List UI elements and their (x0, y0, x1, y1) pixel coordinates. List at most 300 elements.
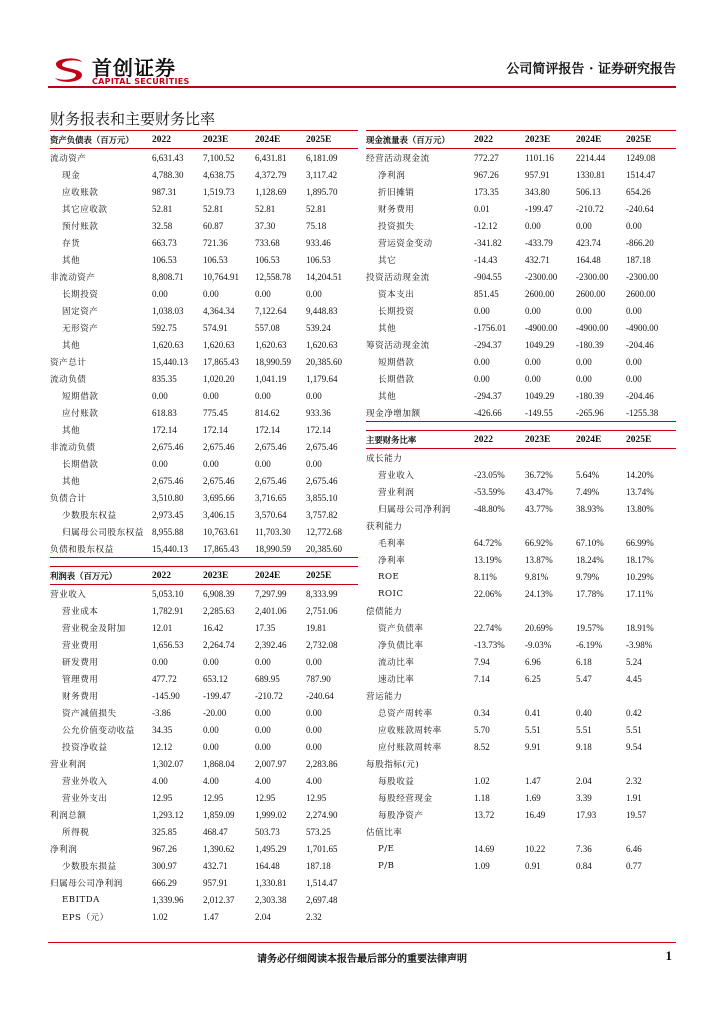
table-row (50, 755, 358, 772)
cell-value: 7.14 (474, 673, 490, 684)
cell-value: 106.53 (255, 254, 280, 265)
table-row (50, 302, 358, 319)
cell-value: 0.00 (525, 373, 541, 384)
row-label: 预付账款 (62, 221, 99, 232)
cell-value (474, 823, 525, 840)
cell-value: 9.81% (525, 571, 549, 582)
row-label: 非流动负债 (50, 442, 96, 453)
cell-value: 574.91 (203, 322, 228, 333)
cell-value: 967.26 (152, 843, 177, 854)
cell-value: 172.14 (152, 424, 177, 435)
cell-value: -149.55 (525, 407, 553, 418)
table-row (50, 721, 358, 738)
cell-value: 52.81 (306, 203, 327, 214)
cell-value: 3,406.15 (203, 509, 235, 520)
capital-securities-logo-icon (52, 56, 86, 84)
cell-value: 1,782.91 (152, 605, 184, 616)
cell-value (474, 687, 525, 704)
cell-value: 1,330.81 (255, 877, 287, 888)
row-label: 营运资金变动 (378, 238, 433, 249)
table-row (50, 472, 358, 489)
row-label: 长期投资 (62, 289, 99, 300)
cell-value: 2,007.97 (255, 758, 287, 769)
cell-value: 2,675.46 (152, 475, 184, 486)
cell-value: 13.72 (474, 809, 495, 820)
cell-value: 775.45 (203, 407, 228, 418)
cell-value: 2.04 (255, 911, 271, 922)
cell-value (525, 755, 576, 772)
cell-value: 4,364.34 (203, 305, 235, 316)
table-row (50, 619, 358, 636)
cell-value: 0.00 (306, 656, 322, 667)
cell-value: 52.81 (255, 203, 276, 214)
year-header: 2025E (306, 131, 358, 149)
row-label: 少数股东权益 (62, 510, 117, 521)
cell-value: 0.00 (255, 741, 271, 752)
cell-value: -199.47 (203, 690, 231, 701)
left-column (50, 130, 358, 925)
table-row (366, 534, 676, 551)
table-row (366, 687, 676, 704)
table-row (366, 755, 676, 772)
cell-value (576, 602, 626, 619)
cell-value: 12.12 (152, 741, 173, 752)
cell-value: 5.51 (626, 724, 642, 735)
cell-value: 423.74 (576, 237, 601, 248)
cell-value: 1514.47 (626, 169, 656, 180)
table-row (50, 455, 358, 472)
cell-value: 187.18 (626, 254, 651, 265)
row-label: 所得税 (62, 827, 90, 838)
ratios-title: 主要财务比率 (366, 431, 474, 449)
cell-value: 0.40 (576, 707, 592, 718)
table-row (50, 908, 358, 925)
cell-value (576, 823, 626, 840)
cell-value: 8.52 (474, 741, 490, 752)
row-label: ROIC (378, 588, 404, 599)
cell-value: 814.62 (255, 407, 280, 418)
row-label: 其他 (62, 340, 81, 351)
row-label: 负债合计 (50, 493, 87, 504)
cell-value: 503.73 (255, 826, 280, 837)
cell-value (626, 602, 676, 619)
row-label: 营业收入 (50, 589, 87, 600)
cell-value: 172.14 (306, 424, 331, 435)
cell-value: 1.91 (626, 792, 642, 803)
row-label: 少数股东损益 (62, 861, 117, 872)
cell-value: 1,868.04 (203, 758, 235, 769)
cell-value: 4,788.30 (152, 169, 184, 180)
cell-value: 957.91 (525, 169, 550, 180)
row-label: 净利润 (50, 844, 78, 855)
section-title: 财务报表和主要财务比率 (50, 110, 216, 128)
cell-value (626, 755, 676, 772)
cell-value: 1,339.96 (152, 894, 184, 905)
table-row (50, 285, 358, 302)
cell-value: 432.71 (203, 860, 228, 871)
cell-value: -866.20 (626, 237, 654, 248)
cell-value: 0.00 (576, 305, 592, 316)
cell-value: 9.54 (626, 741, 642, 752)
cell-value: 1249.08 (626, 152, 656, 163)
cell-value: -53.59% (474, 486, 505, 497)
cell-value: 1,620.63 (152, 339, 184, 350)
balance-title: 资产负债表（百万元） (50, 131, 152, 149)
table-row (50, 183, 358, 200)
table-row (50, 789, 358, 806)
cell-value: 3,757.82 (306, 509, 338, 520)
table-row (50, 251, 358, 268)
cell-value: 1049.29 (525, 339, 555, 350)
cell-value (626, 823, 676, 840)
cell-value: 4,372.79 (255, 169, 287, 180)
cell-value: 0.00 (576, 373, 592, 384)
table-row (366, 449, 676, 467)
row-label: 营业外收入 (62, 776, 108, 787)
cell-value: -145.90 (152, 690, 180, 701)
cell-value: 0.00 (203, 458, 219, 469)
table-row (50, 370, 358, 387)
row-label: 现金 (62, 170, 81, 181)
table-row (50, 840, 358, 857)
cell-value: 17.35 (255, 622, 276, 633)
row-label: 负债和股东权益 (50, 544, 114, 555)
cell-value: 772.27 (474, 152, 499, 163)
cell-value: 0.00 (203, 390, 219, 401)
ratios-header-row (366, 431, 676, 449)
cell-value: -294.37 (474, 390, 502, 401)
cell-value: 4.00 (203, 775, 219, 786)
cell-value: 75.18 (306, 220, 327, 231)
row-label: 经营活动现金流 (366, 153, 430, 164)
cell-value: 468.47 (203, 826, 228, 837)
table-row (50, 687, 358, 704)
cell-value: 2,285.63 (203, 605, 235, 616)
cell-value: 6.46 (626, 843, 642, 854)
cell-value: 1,302.07 (152, 758, 184, 769)
cell-value: 52.81 (203, 203, 224, 214)
cell-value: 2600.00 (525, 288, 555, 299)
cell-value: 2,732.08 (306, 639, 338, 650)
cell-value: 20.69% (525, 622, 553, 633)
cell-value: 2,283.86 (306, 758, 338, 769)
cell-value: 0.00 (152, 656, 168, 667)
cell-value: 5,053.10 (152, 588, 184, 599)
row-label: 净利率 (378, 555, 406, 566)
cell-value: 0.00 (152, 458, 168, 469)
balance-sheet-table (50, 130, 358, 558)
year-header: 2022 (152, 131, 203, 149)
cell-value (626, 687, 676, 704)
cell-value: 12.95 (306, 792, 327, 803)
cell-value: 1.09 (474, 860, 490, 871)
cell-value: 9.79% (576, 571, 600, 582)
cell-value: 1.02 (152, 911, 168, 922)
table-row (50, 806, 358, 823)
table-row (50, 166, 358, 183)
cell-value: 67.10% (576, 537, 604, 548)
cell-value: 19.57% (576, 622, 604, 633)
financial-ratios-table (366, 430, 676, 874)
table-row (366, 517, 676, 534)
table-row (50, 738, 358, 755)
row-label: 归属母公司净利润 (378, 504, 451, 515)
row-label: 每股经营现金 (378, 793, 433, 804)
row-label: 营业利润 (378, 487, 415, 498)
cell-value: 1330.81 (576, 169, 606, 180)
cell-value: 14,204.51 (306, 271, 342, 282)
row-label: 每股指标(元) (366, 759, 420, 770)
cell-value: -9.03% (525, 639, 552, 650)
cell-value: -240.64 (626, 203, 654, 214)
cell-value: 1.69 (525, 792, 541, 803)
cell-value: 0.00 (306, 741, 322, 752)
table-row (50, 489, 358, 506)
cell-value: 0.00 (255, 707, 271, 718)
row-label: 其它 (378, 255, 397, 266)
cell-value: 1,390.62 (203, 843, 235, 854)
table-row (50, 891, 358, 908)
row-label: 投资损失 (378, 221, 415, 232)
table-row (366, 636, 676, 653)
cell-value: 8,333.99 (306, 588, 338, 599)
cell-value: 9,448.83 (306, 305, 338, 316)
row-label: 财务费用 (378, 204, 415, 215)
table-row (366, 319, 676, 336)
cell-value: 618.83 (152, 407, 177, 418)
table-row (50, 404, 358, 421)
row-label: 营业成本 (62, 606, 99, 617)
cell-value: 4,638.75 (203, 169, 235, 180)
cell-value: -4900.00 (525, 322, 558, 333)
cell-value: 0.00 (203, 724, 219, 735)
balance-header-row (50, 131, 358, 149)
row-label: 无形资产 (62, 323, 99, 334)
page-number: 1 (665, 948, 672, 963)
table-row (366, 738, 676, 755)
table-row (50, 602, 358, 619)
cell-value: -294.37 (474, 339, 502, 350)
cell-value: 1,859.09 (203, 809, 235, 820)
cell-value: 6,181.09 (306, 152, 338, 163)
table-row (50, 268, 358, 285)
cell-value: 3,695.66 (203, 492, 235, 503)
cell-value: 36.72% (525, 469, 553, 480)
cell-value: 6.25 (525, 673, 541, 684)
cell-value: 1,128.69 (255, 186, 287, 197)
cell-value: 15,440.13 (152, 543, 188, 554)
cell-value: 933.36 (306, 407, 331, 418)
cell-value: 7.94 (474, 656, 490, 667)
year-header: 2024E (576, 131, 626, 149)
row-label: 每股收益 (378, 776, 415, 787)
cell-value: 1,020.20 (203, 373, 235, 384)
cell-value: 835.35 (152, 373, 177, 384)
cell-value: 2,675.46 (306, 441, 338, 452)
cell-value: -204.46 (626, 339, 654, 350)
year-header: 2023E (203, 131, 255, 149)
cell-value: 0.00 (203, 288, 219, 299)
cell-value (474, 602, 525, 619)
cell-value: -199.47 (525, 203, 553, 214)
row-label: P/E (378, 843, 395, 854)
cell-value: 0.42 (626, 707, 642, 718)
table-row (50, 670, 358, 687)
row-label: 管理费用 (62, 674, 99, 685)
row-label: 应付账款周转率 (378, 742, 442, 753)
row-label: 资本支出 (378, 289, 415, 300)
cell-value: 5.24 (626, 656, 642, 667)
row-label: 营业费用 (62, 640, 99, 651)
cell-value: 6,908.39 (203, 588, 235, 599)
cell-value: 17.93 (576, 809, 597, 820)
cell-value: 10,764.91 (203, 271, 239, 282)
row-label: 财务费用 (62, 691, 99, 702)
cell-value: 164.48 (255, 860, 280, 871)
cell-value: 0.00 (626, 220, 642, 231)
cell-value: 0.00 (474, 356, 490, 367)
table-row (366, 806, 676, 823)
year-header: 2024E (255, 567, 306, 585)
cell-value: 64.72% (474, 537, 502, 548)
row-label: 存货 (62, 238, 81, 249)
cell-value: 2,012.37 (203, 894, 235, 905)
year-header: 2025E (306, 567, 358, 585)
cell-value: -14.43 (474, 254, 498, 265)
cell-value: -1756.01 (474, 322, 507, 333)
cell-value: 2,392.46 (255, 639, 287, 650)
row-label: 短期借款 (62, 391, 99, 402)
cell-value: 0.00 (474, 373, 490, 384)
cell-value: 0.00 (626, 305, 642, 316)
cell-value: 0.00 (576, 356, 592, 367)
cell-value: 17.78% (576, 588, 604, 599)
row-label: 流动负债 (50, 374, 87, 385)
row-label: 其它应收款 (62, 204, 108, 215)
cell-value: 6.96 (525, 656, 541, 667)
row-label: 非流动资产 (50, 272, 96, 283)
cell-value: 2.32 (306, 911, 322, 922)
cell-value: -2300.00 (525, 271, 558, 282)
row-label: 毛利率 (378, 538, 406, 549)
cell-value: -3.98% (626, 639, 653, 650)
cell-value: 1,620.63 (203, 339, 235, 350)
cell-value: 477.72 (152, 673, 177, 684)
row-label: 净利润 (378, 170, 406, 181)
cell-value: 1,620.63 (255, 339, 287, 350)
cell-value: 1,701.65 (306, 843, 338, 854)
cell-value: 3,855.10 (306, 492, 338, 503)
page-header (48, 52, 676, 88)
cell-value: 506.13 (576, 186, 601, 197)
cashflow-title: 现金流量表（百万元） (366, 131, 474, 149)
row-label: 其他 (62, 476, 81, 487)
cell-value: 2,401.06 (255, 605, 287, 616)
cashflow-table (366, 130, 676, 422)
cell-value: 0.34 (474, 707, 490, 718)
row-label: ROE (378, 571, 400, 582)
report-type: 公司简评报告 · 证券研究报告 (506, 62, 676, 77)
cell-value: 13.87% (525, 554, 553, 565)
cell-value: 0.41 (525, 707, 541, 718)
cell-value: 1,895.70 (306, 186, 338, 197)
cell-value: 3,570.64 (255, 509, 287, 520)
year-header: 2022 (152, 567, 203, 585)
cell-value: 18.91% (626, 622, 654, 633)
year-header: 2023E (203, 567, 255, 585)
cell-value: 0.00 (525, 305, 541, 316)
row-label: EBITDA (62, 894, 100, 905)
cell-value: 851.45 (474, 288, 499, 299)
row-label: 成长能力 (366, 453, 403, 464)
row-label: 总资产周转率 (378, 708, 433, 719)
cell-value: 432.71 (525, 254, 550, 265)
row-label: 长期投资 (378, 306, 415, 317)
cell-value: 15,440.13 (152, 356, 188, 367)
cell-value (626, 449, 676, 467)
cell-value: 2600.00 (576, 288, 606, 299)
cell-value: 16.49 (525, 809, 546, 820)
cell-value: 1049.29 (525, 390, 555, 401)
cell-value: 4.00 (152, 775, 168, 786)
row-label: 营业收入 (378, 470, 415, 481)
cell-value: 17,865.43 (203, 356, 239, 367)
income-title: 利润表（百万元） (50, 567, 152, 585)
table-row (366, 772, 676, 789)
cell-value (474, 755, 525, 772)
cell-value: 66.92% (525, 537, 553, 548)
cell-value: 0.00 (306, 707, 322, 718)
table-row (50, 421, 358, 438)
table-row (366, 183, 676, 200)
table-row (366, 483, 676, 500)
cell-value: 666.29 (152, 877, 177, 888)
table-row (50, 200, 358, 217)
cell-value (576, 755, 626, 772)
table-row (50, 772, 358, 789)
footer-divider (48, 942, 676, 943)
cell-value: 0.77 (626, 860, 642, 871)
cell-value: 34.35 (152, 724, 173, 735)
cell-value: 557.08 (255, 322, 280, 333)
cell-value: -2300.00 (626, 271, 659, 282)
cell-value: 9.91 (525, 741, 541, 752)
income-header-row (50, 567, 358, 585)
cell-value: 7.36 (576, 843, 592, 854)
row-label: 现金净增加额 (366, 408, 421, 419)
cell-value: -240.64 (306, 690, 334, 701)
table-row (366, 149, 676, 167)
cell-value: 2,675.46 (203, 441, 235, 452)
cell-value: 721.36 (203, 237, 228, 248)
row-label: 营运能力 (366, 691, 403, 702)
cell-value: 0.00 (255, 656, 271, 667)
cell-value: 325.85 (152, 826, 177, 837)
year-header: 2025E (626, 431, 676, 449)
table-row (50, 636, 358, 653)
table-row (366, 217, 676, 234)
table-row (366, 268, 676, 285)
cell-value: 43.47% (525, 486, 553, 497)
cell-value: 3.39 (576, 792, 592, 803)
cell-value: 2,751.06 (306, 605, 338, 616)
cell-value: -20.00 (203, 707, 227, 718)
cell-value: 0.00 (306, 458, 322, 469)
cell-value: 0.00 (474, 305, 490, 316)
cell-value: 60.87 (203, 220, 224, 231)
cell-value: 17,865.43 (203, 543, 239, 554)
row-label: 长期借款 (378, 374, 415, 385)
